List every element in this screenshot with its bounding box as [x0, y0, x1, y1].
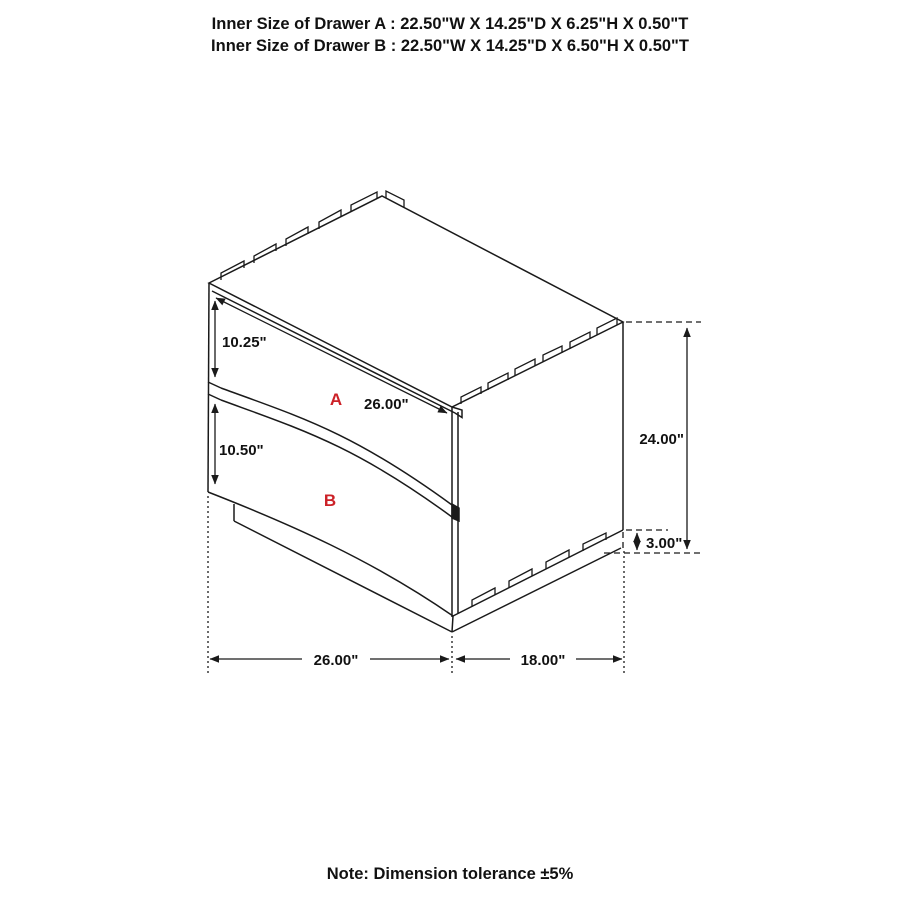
- base-front-bottom-edge: [234, 521, 452, 632]
- cabinet-outline: [208, 196, 623, 632]
- drawer-b-inner-size-text: Inner Size of Drawer B : 22.50"W X 14.25"D X 6.50"H X 0.50"T: [211, 37, 689, 55]
- tolerance-note: Note: Dimension tolerance ±5%: [326, 865, 574, 883]
- total-height-label: 24.00": [639, 431, 684, 448]
- drawer-a-label: A: [329, 390, 343, 409]
- extension-lines: [208, 322, 701, 674]
- dimension-lines: [210, 298, 687, 659]
- top-face: [209, 196, 623, 407]
- base-front-right-edge: [452, 616, 453, 632]
- depth-bottom-label: 18.00": [520, 652, 566, 669]
- drawer-gap-left-notch: [208, 382, 221, 400]
- base-side-bottom-edge: [452, 548, 621, 632]
- drawer-a-height-label: 10.25": [222, 334, 267, 351]
- dovetail-tabs-top-left-edge: [221, 192, 377, 280]
- drawer-labels: [324, 390, 342, 510]
- width-bottom-label: 26.00": [313, 652, 359, 669]
- base-side-top-edge: [453, 530, 623, 616]
- front-left-edge: [208, 283, 209, 492]
- width-top-label: 26.00": [364, 396, 409, 413]
- drawer-a-inner-size-text: Inner Size of Drawer A : 22.50"W X 14.25"D X 6.25"H X 0.50"T: [211, 15, 689, 33]
- drawer-b-label: B: [323, 491, 337, 510]
- drawer-b-height-label: 10.50": [219, 442, 264, 459]
- drawer-b-bottom-edge: [208, 492, 453, 616]
- dotted-extension-lines: [208, 496, 624, 674]
- base-height-label: 3.00": [646, 535, 683, 552]
